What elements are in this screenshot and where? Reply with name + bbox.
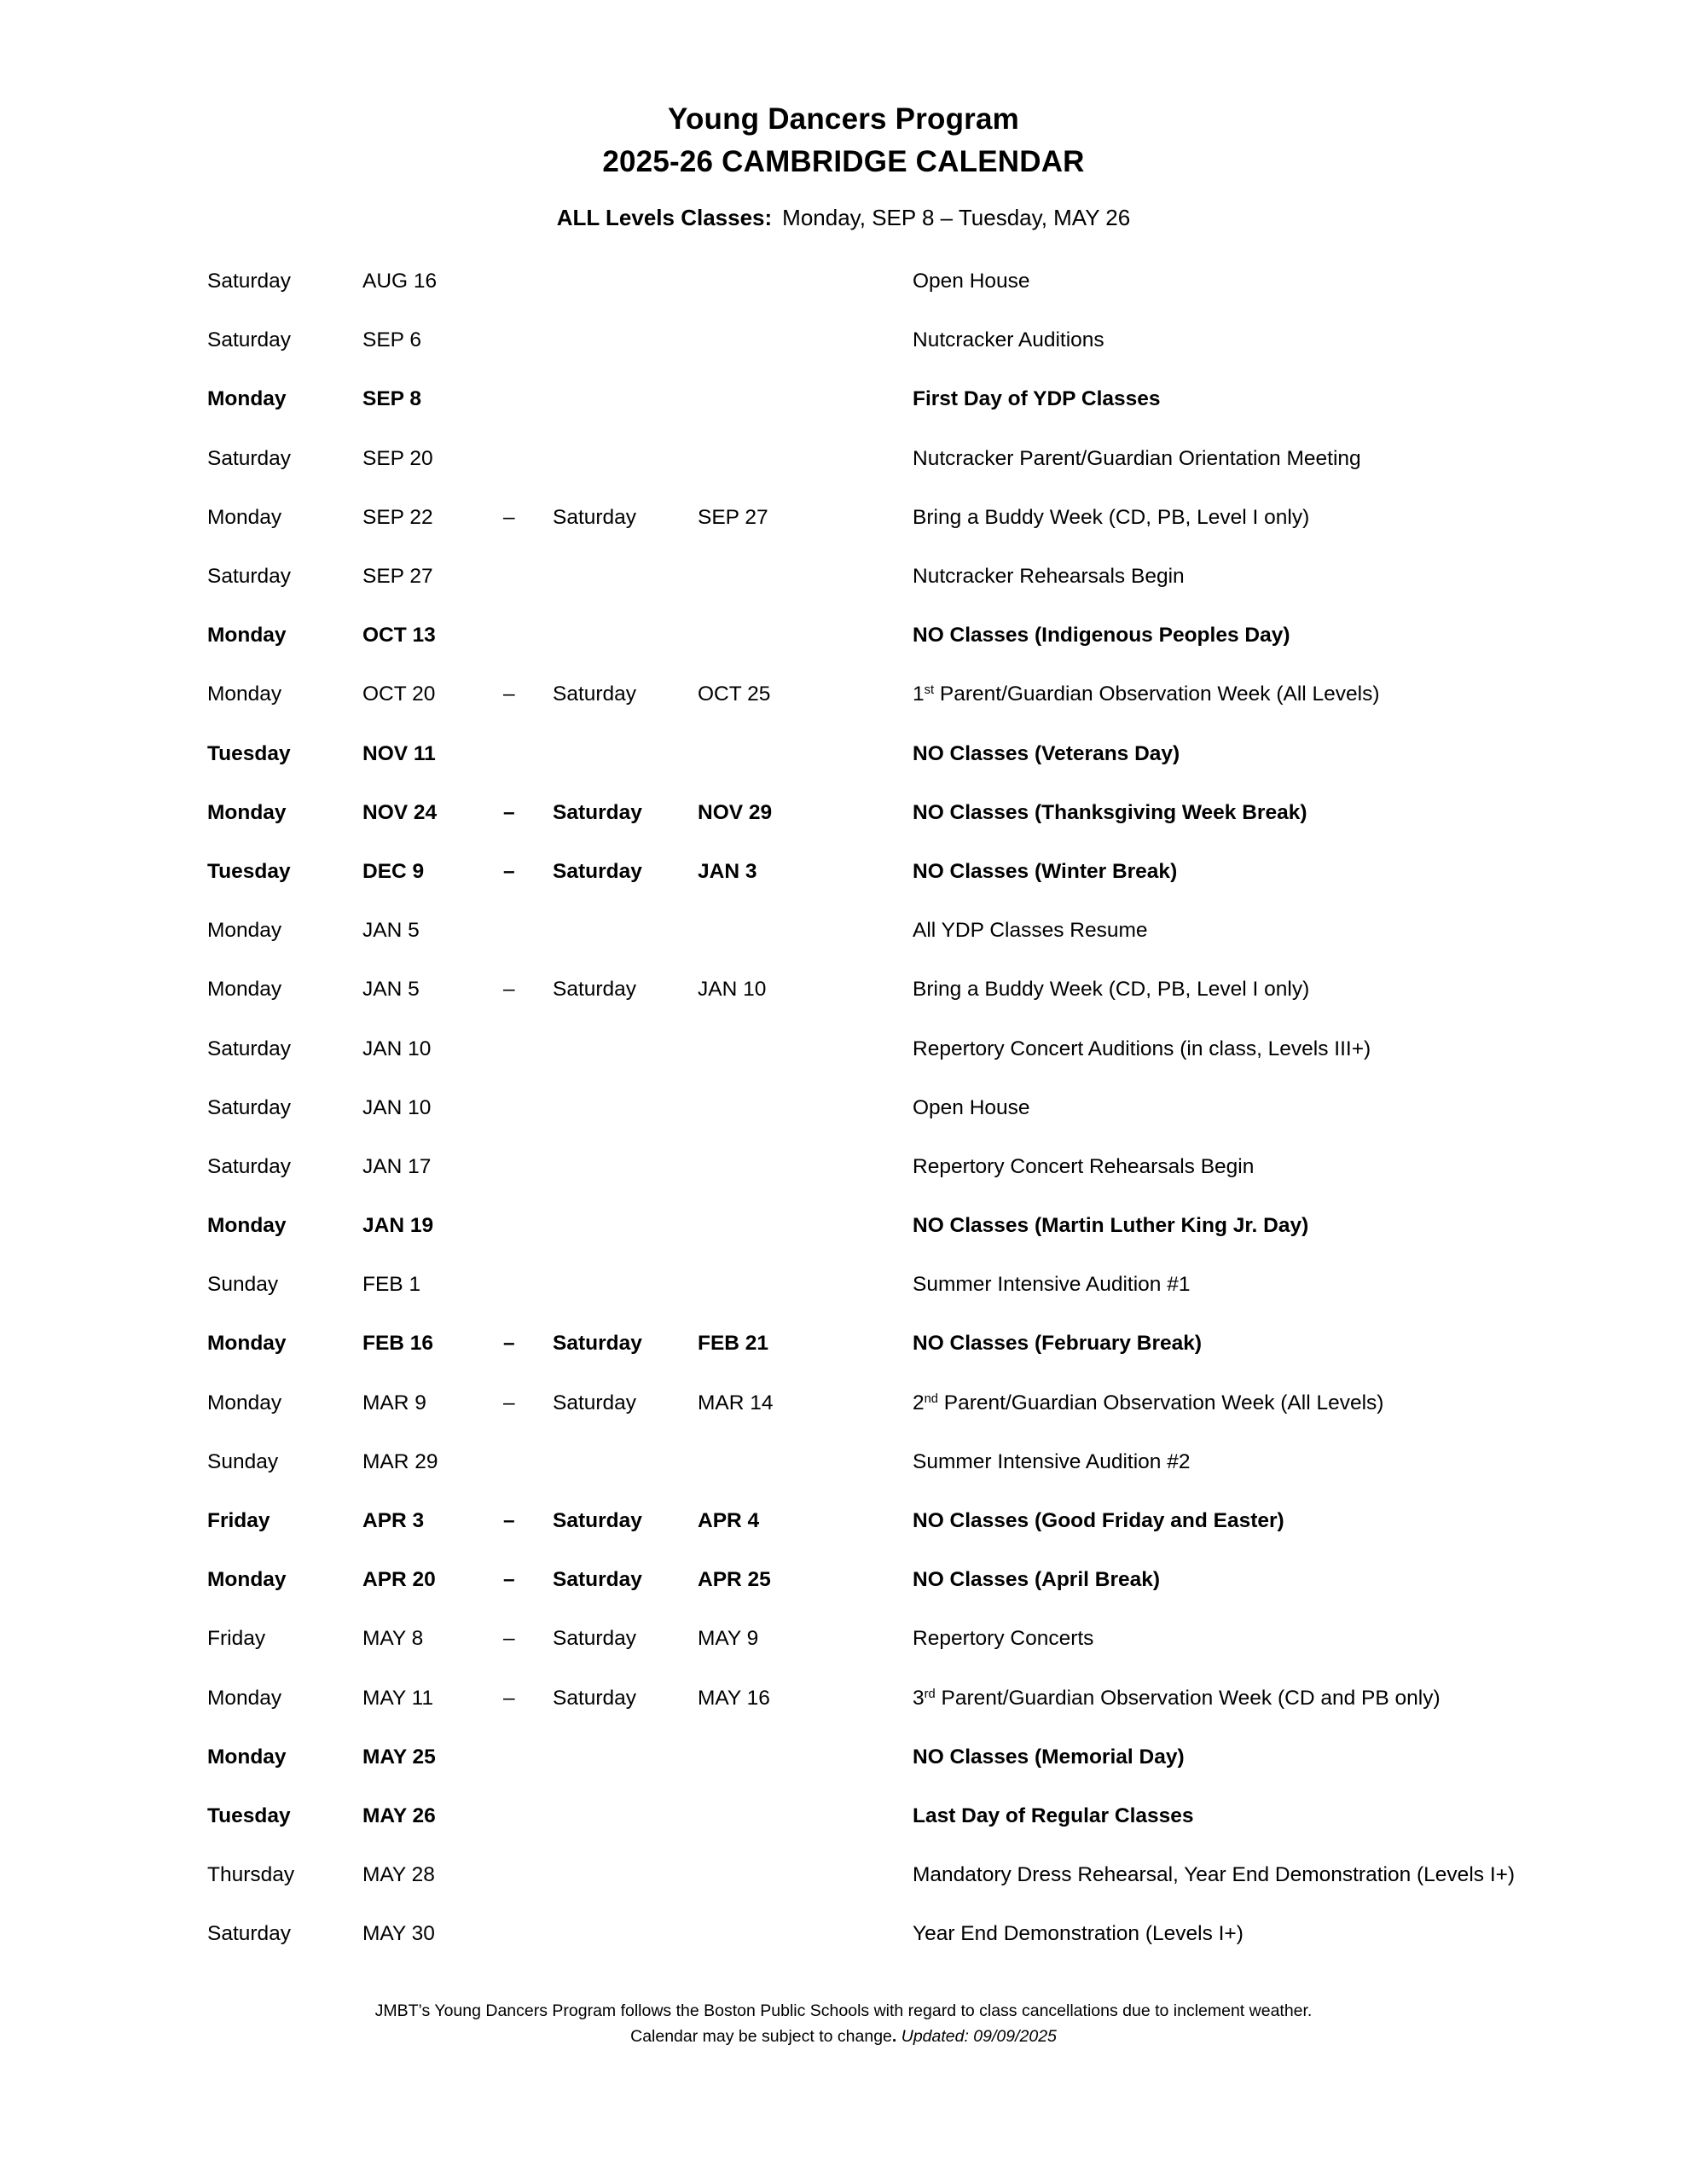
event-day-start: Saturday <box>207 446 292 470</box>
event-date-start: SEP 22 <box>362 505 433 529</box>
range-dash: – <box>503 1391 515 1414</box>
event-date-start: NOV 11 <box>362 741 436 765</box>
event-date-end: APR 4 <box>698 1509 760 1533</box>
calendar-row <box>207 960 1610 1019</box>
event-description: NO Classes (Indigenous Peoples Day) <box>913 624 1290 648</box>
ordinal-suffix: st <box>924 683 935 698</box>
event-description: Bring a Buddy Week (CD, PB, Level I only) <box>913 505 1310 529</box>
event-date-end: MAY 16 <box>698 1686 770 1710</box>
event-date-start: FEB 16 <box>362 1332 434 1356</box>
event-day-start: Monday <box>207 1568 287 1592</box>
event-day-start: Friday <box>207 1509 270 1533</box>
event-date-start: SEP 27 <box>362 565 433 589</box>
event-date-end: NOV 29 <box>698 800 773 824</box>
event-date-start: MAY 30 <box>362 1922 435 1946</box>
event-date-start: MAR 9 <box>362 1391 426 1414</box>
event-day-start: Monday <box>207 387 287 411</box>
range-dash: – <box>503 1568 515 1592</box>
event-date-end: SEP 27 <box>698 505 768 529</box>
calendar-row <box>207 547 1610 606</box>
event-description: Nutcracker Rehearsals Begin <box>913 565 1185 589</box>
calendar-row <box>207 1019 1610 1077</box>
event-date-start: APR 20 <box>362 1568 436 1592</box>
calendar-row <box>207 1491 1610 1550</box>
event-day-start: Saturday <box>207 565 292 589</box>
calendar-row <box>207 901 1610 960</box>
event-day-end: Saturday <box>553 978 637 1002</box>
event-description: NO Classes (Memorial Day) <box>913 1745 1185 1769</box>
calendar-row <box>207 1786 1610 1845</box>
event-day-start: Monday <box>207 1332 287 1356</box>
event-description: Bring a Buddy Week (CD, PB, Level I only) <box>913 978 1310 1002</box>
range-dash: – <box>503 800 515 824</box>
calendar-row <box>207 1137 1610 1196</box>
event-description: Open House <box>913 270 1030 293</box>
calendar-row <box>207 1374 1610 1432</box>
event-date-start: SEP 6 <box>362 328 422 352</box>
event-date-end: MAR 14 <box>698 1391 774 1414</box>
range-dash: – <box>503 1509 515 1533</box>
footer-line-1: JMBT’s Young Dancers Program follows the Boston Public Schools with regard to class cancellations due to inclement weather. <box>374 2001 1313 2020</box>
footer-updated-date: Updated: 09/09/2025 <box>896 2027 1057 2046</box>
event-date-start: OCT 13 <box>362 624 436 648</box>
event-date-start: NOV 24 <box>362 800 438 824</box>
calendar-row <box>207 783 1610 842</box>
event-day-start: Saturday <box>207 270 292 293</box>
event-date-start: JAN 10 <box>362 1095 432 1119</box>
calendar-row <box>207 1255 1610 1314</box>
calendar-row <box>207 1609 1610 1668</box>
calendar-events-list <box>207 252 1610 1963</box>
event-day-end: Saturday <box>553 1332 642 1356</box>
event-description: 3rd Parent/Guardian Observation Week (CD and PB only) <box>913 1686 1441 1710</box>
page-title <box>0 98 1687 183</box>
event-day-start: Thursday <box>207 1863 295 1887</box>
event-day-end: Saturday <box>553 1627 637 1651</box>
event-day-end: Saturday <box>553 1509 642 1533</box>
event-date-end: FEB 21 <box>698 1332 769 1356</box>
event-date-start: JAN 5 <box>362 978 420 1002</box>
event-date-end: JAN 10 <box>698 978 767 1002</box>
ordinal-suffix: nd <box>924 1391 938 1406</box>
event-date-start: FEB 1 <box>362 1273 421 1297</box>
range-dash: – <box>503 1686 515 1710</box>
calendar-row <box>207 252 1610 311</box>
event-day-start: Monday <box>207 1686 282 1710</box>
calendar-row <box>207 1669 1610 1728</box>
event-day-start: Saturday <box>207 328 292 352</box>
event-day-start: Tuesday <box>207 741 291 765</box>
event-description: NO Classes (Martin Luther King Jr. Day) <box>913 1214 1309 1238</box>
event-description: Last Day of Regular Classes <box>913 1804 1194 1827</box>
footer-change-note: Calendar may be subject to change <box>630 2027 892 2046</box>
range-dash: – <box>503 859 515 883</box>
event-date-start: JAN 5 <box>362 919 420 943</box>
event-day-start: Sunday <box>207 1273 279 1297</box>
event-date-start: MAY 11 <box>362 1686 434 1710</box>
event-description: NO Classes (Good Friday and Easter) <box>913 1509 1284 1533</box>
event-day-start: Saturday <box>207 1095 292 1119</box>
event-day-start: Tuesday <box>207 1804 291 1827</box>
calendar-row <box>207 1314 1610 1373</box>
event-date-start: MAY 8 <box>362 1627 424 1651</box>
range-dash: – <box>503 682 515 706</box>
title-line-2: 2025-26 CAMBRIDGE CALENDAR <box>602 145 1085 178</box>
event-description: Nutcracker Auditions <box>913 328 1104 352</box>
calendar-row <box>207 1432 1610 1491</box>
event-day-start: Tuesday <box>207 859 291 883</box>
event-description: NO Classes (Veterans Day) <box>913 741 1180 765</box>
event-description: All YDP Classes Resume <box>913 919 1148 943</box>
calendar-row <box>207 1196 1610 1255</box>
event-description: NO Classes (April Break) <box>913 1568 1161 1592</box>
event-description: Repertory Concert Auditions (in class, Levels III+) <box>913 1037 1371 1060</box>
event-date-start: DEC 9 <box>362 859 425 883</box>
event-description: Open House <box>913 1095 1030 1119</box>
event-day-start: Monday <box>207 624 287 648</box>
calendar-row <box>207 1078 1610 1137</box>
calendar-row <box>207 665 1610 723</box>
footer-bold-period: . <box>891 2027 897 2046</box>
event-day-start: Saturday <box>207 1154 292 1178</box>
ordinal-suffix: rd <box>924 1687 936 1701</box>
range-dash: – <box>503 505 515 529</box>
calendar-row <box>207 369 1610 428</box>
calendar-row <box>207 1904 1610 1963</box>
event-day-start: Saturday <box>207 1037 292 1060</box>
calendar-row <box>207 488 1610 547</box>
event-date-start: SEP 8 <box>362 387 422 411</box>
event-description: Repertory Concert Rehearsals Begin <box>913 1154 1255 1178</box>
event-description: Year End Demonstration (Levels I+) <box>913 1922 1244 1946</box>
event-day-end: Saturday <box>553 1568 642 1592</box>
calendar-row <box>207 724 1610 783</box>
footer-line-2 <box>0 2024 1687 2049</box>
event-day-start: Friday <box>207 1627 266 1651</box>
event-date-end: JAN 3 <box>698 859 757 883</box>
title-line-1: Young Dancers Program <box>668 102 1019 136</box>
event-description: Mandatory Dress Rehearsal, Year End Demonstration (Levels I+) <box>913 1863 1516 1887</box>
event-date-start: OCT 20 <box>362 682 436 706</box>
event-date-end: MAY 9 <box>698 1627 759 1651</box>
calendar-row <box>207 1550 1610 1609</box>
range-dash: – <box>503 978 515 1002</box>
event-date-start: JAN 17 <box>362 1154 432 1178</box>
event-date-start: MAY 25 <box>362 1745 436 1769</box>
event-description: Nutcracker Parent/Guardian Orientation Meeting <box>913 446 1361 470</box>
event-day-end: Saturday <box>553 859 642 883</box>
event-date-start: AUG 16 <box>362 270 438 293</box>
event-day-start: Monday <box>207 800 287 824</box>
event-date-end: OCT 25 <box>698 682 771 706</box>
calendar-row <box>207 1845 1610 1904</box>
subtitle-value: Monday, SEP 8 – Tuesday, MAY 26 <box>782 205 1131 230</box>
event-date-start: MAY 26 <box>362 1804 436 1827</box>
event-day-start: Sunday <box>207 1449 279 1473</box>
calendar-row <box>207 1728 1610 1786</box>
event-day-end: Saturday <box>553 1686 637 1710</box>
event-day-end: Saturday <box>553 682 637 706</box>
event-date-start: MAY 28 <box>362 1863 435 1887</box>
subtitle-label: ALL Levels Classes: <box>556 205 773 230</box>
event-date-start: APR 3 <box>362 1509 425 1533</box>
calendar-row <box>207 842 1610 901</box>
event-description: First Day of YDP Classes <box>913 387 1161 411</box>
event-date-start: SEP 20 <box>362 446 433 470</box>
range-dash: – <box>503 1332 515 1356</box>
event-day-start: Monday <box>207 919 282 943</box>
page-footer <box>0 1998 1687 2049</box>
calendar-row <box>207 606 1610 665</box>
event-day-start: Monday <box>207 1745 287 1769</box>
calendar-row <box>207 429 1610 488</box>
event-day-start: Saturday <box>207 1922 292 1946</box>
event-day-end: Saturday <box>553 800 642 824</box>
event-day-start: Monday <box>207 978 282 1002</box>
event-date-start: JAN 10 <box>362 1037 432 1060</box>
event-description: Summer Intensive Audition #2 <box>913 1449 1191 1473</box>
range-dash: – <box>503 1627 515 1651</box>
event-day-end: Saturday <box>553 505 637 529</box>
event-description: NO Classes (February Break) <box>913 1332 1203 1356</box>
event-date-start: MAR 29 <box>362 1449 438 1473</box>
event-description: 2nd Parent/Guardian Observation Week (All Levels) <box>913 1391 1384 1414</box>
calendar-row <box>207 311 1610 369</box>
event-day-start: Monday <box>207 682 282 706</box>
event-description: NO Classes (Winter Break) <box>913 859 1178 883</box>
event-day-start: Monday <box>207 1391 282 1414</box>
event-date-end: APR 25 <box>698 1568 771 1592</box>
event-date-start: JAN 19 <box>362 1214 434 1238</box>
event-day-start: Monday <box>207 505 282 529</box>
event-description: Repertory Concerts <box>913 1627 1094 1651</box>
event-description: 1st Parent/Guardian Observation Week (All Levels) <box>913 682 1380 706</box>
event-day-end: Saturday <box>553 1391 637 1414</box>
event-day-start: Monday <box>207 1214 287 1238</box>
event-description: NO Classes (Thanksgiving Week Break) <box>913 800 1307 824</box>
all-levels-subtitle <box>0 205 1687 230</box>
event-description: Summer Intensive Audition #1 <box>913 1273 1191 1297</box>
